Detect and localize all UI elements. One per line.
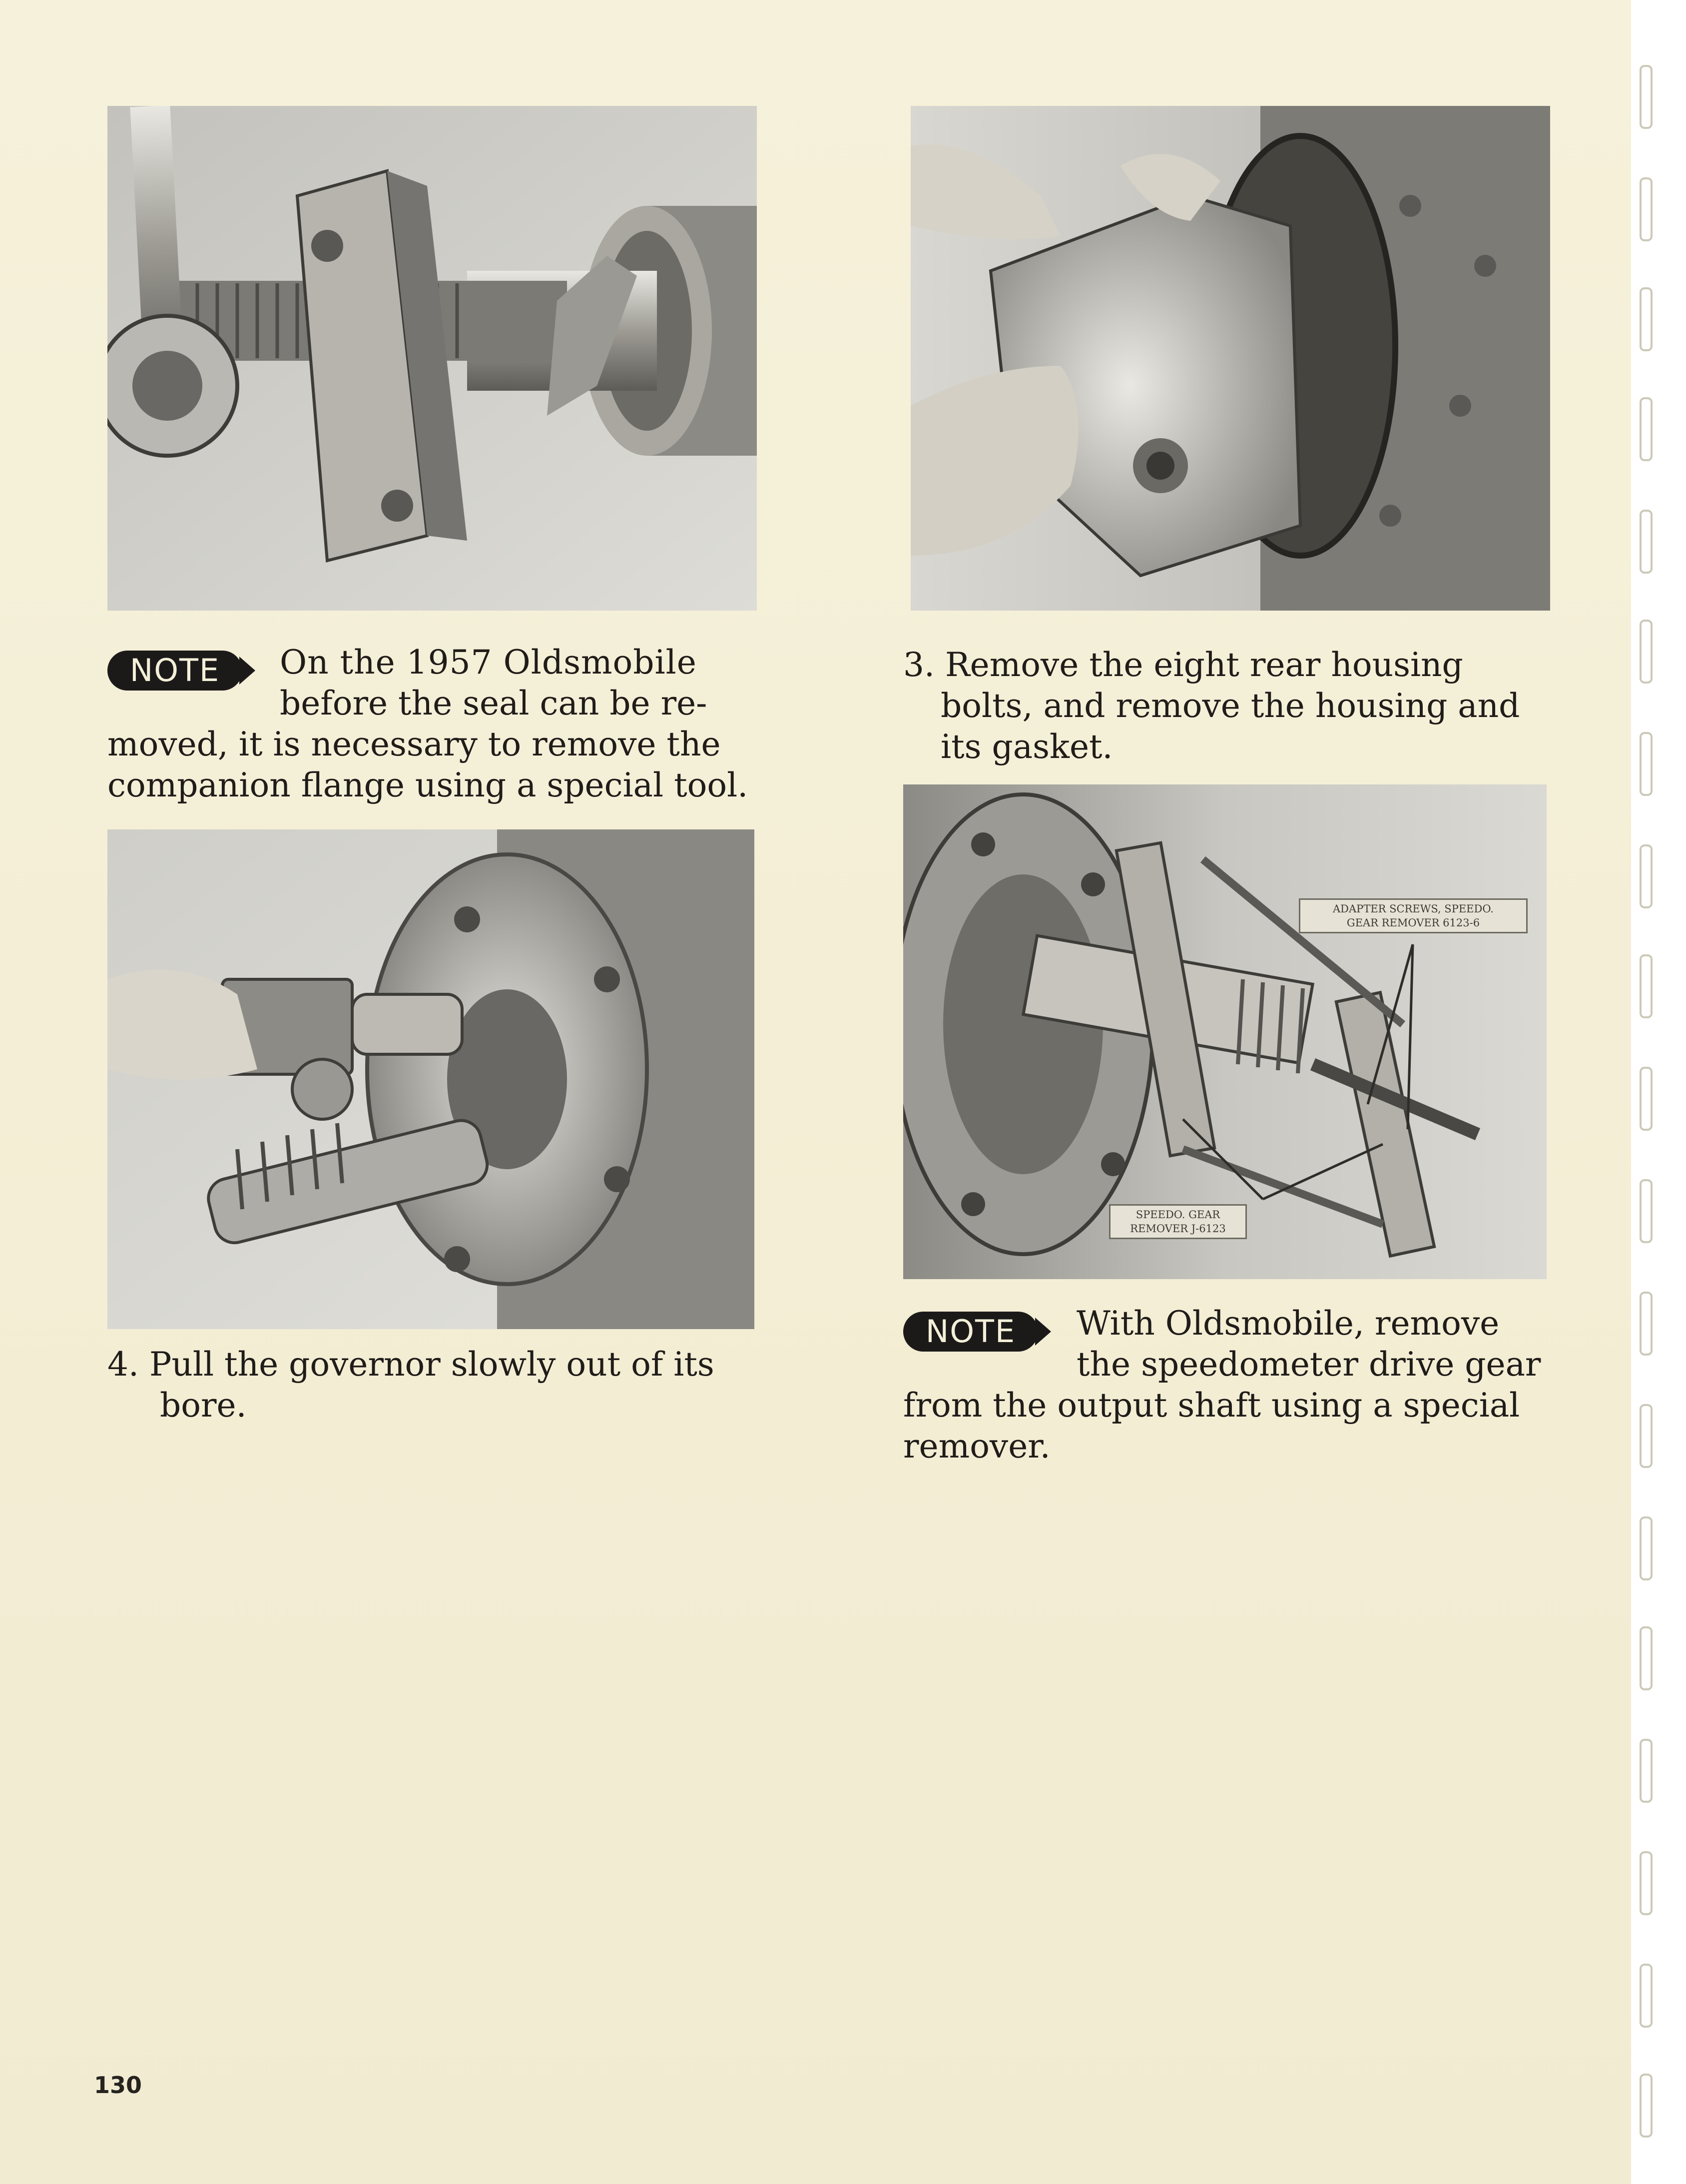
photo-governor-removal [107, 829, 754, 1329]
note-text-line: With Oldsmobile, remove [1077, 1304, 1500, 1343]
binder-hole [1640, 177, 1653, 241]
binder-hole [1640, 1964, 1653, 2028]
binder-hole [1640, 65, 1653, 129]
binder-hole [1640, 732, 1653, 796]
step-3-text: bolts, and remove the housing and [941, 687, 1520, 725]
binder-hole [1640, 1179, 1653, 1243]
binder-hole [1640, 1404, 1653, 1468]
photo-rear-housing-removal [911, 106, 1550, 611]
binder-hole [1640, 844, 1653, 908]
binder-hole [1640, 954, 1653, 1018]
note-text-line: the speedometer drive gear [1077, 1345, 1541, 1384]
step-4-text: bore. [160, 1386, 247, 1425]
binder-hole [1640, 1292, 1653, 1356]
binder-hole [1640, 510, 1653, 574]
binder-hole [1640, 287, 1653, 351]
photo-speedo-gear-remover [903, 784, 1547, 1279]
note-text-line: remover. [903, 1427, 1051, 1465]
binder-hole [1640, 1516, 1653, 1580]
note-text-line: On the 1957 Oldsmobile [280, 643, 697, 682]
note-badge: NOTE [903, 1312, 1038, 1352]
step-3-text: 3. Remove the eight rear housing [903, 646, 1463, 684]
page-number: 130 [94, 2072, 142, 2099]
step-4-text: 4. Pull the governor slowly out of its [107, 1345, 714, 1384]
note-text-line: from the output shaft using a special [903, 1386, 1520, 1425]
photo-companion-flange-puller [107, 106, 757, 611]
binder-hole [1640, 397, 1653, 461]
callout-speedo-gear-remover: SPEEDO. GEAR REMOVER J-6123 [1109, 1204, 1247, 1239]
note-text-line: companion flange using a special tool. [107, 766, 748, 804]
binder-hole [1640, 1851, 1653, 1915]
binder-hole [1640, 2074, 1653, 2138]
binder-hole [1640, 620, 1653, 684]
binder-hole [1640, 1739, 1653, 1803]
binder-hole [1640, 1067, 1653, 1131]
callout-adapter-screws: ADAPTER SCREWS, SPEEDO. GEAR REMOVER 6123-6 [1299, 898, 1528, 933]
note-badge: NOTE [107, 651, 242, 691]
note-text-line: moved, it is necessary to remove the [107, 725, 721, 763]
binder-hole [1640, 1626, 1653, 1690]
note-text-line: before the seal can be re- [280, 684, 707, 723]
step-3-text: its gasket. [941, 728, 1113, 766]
